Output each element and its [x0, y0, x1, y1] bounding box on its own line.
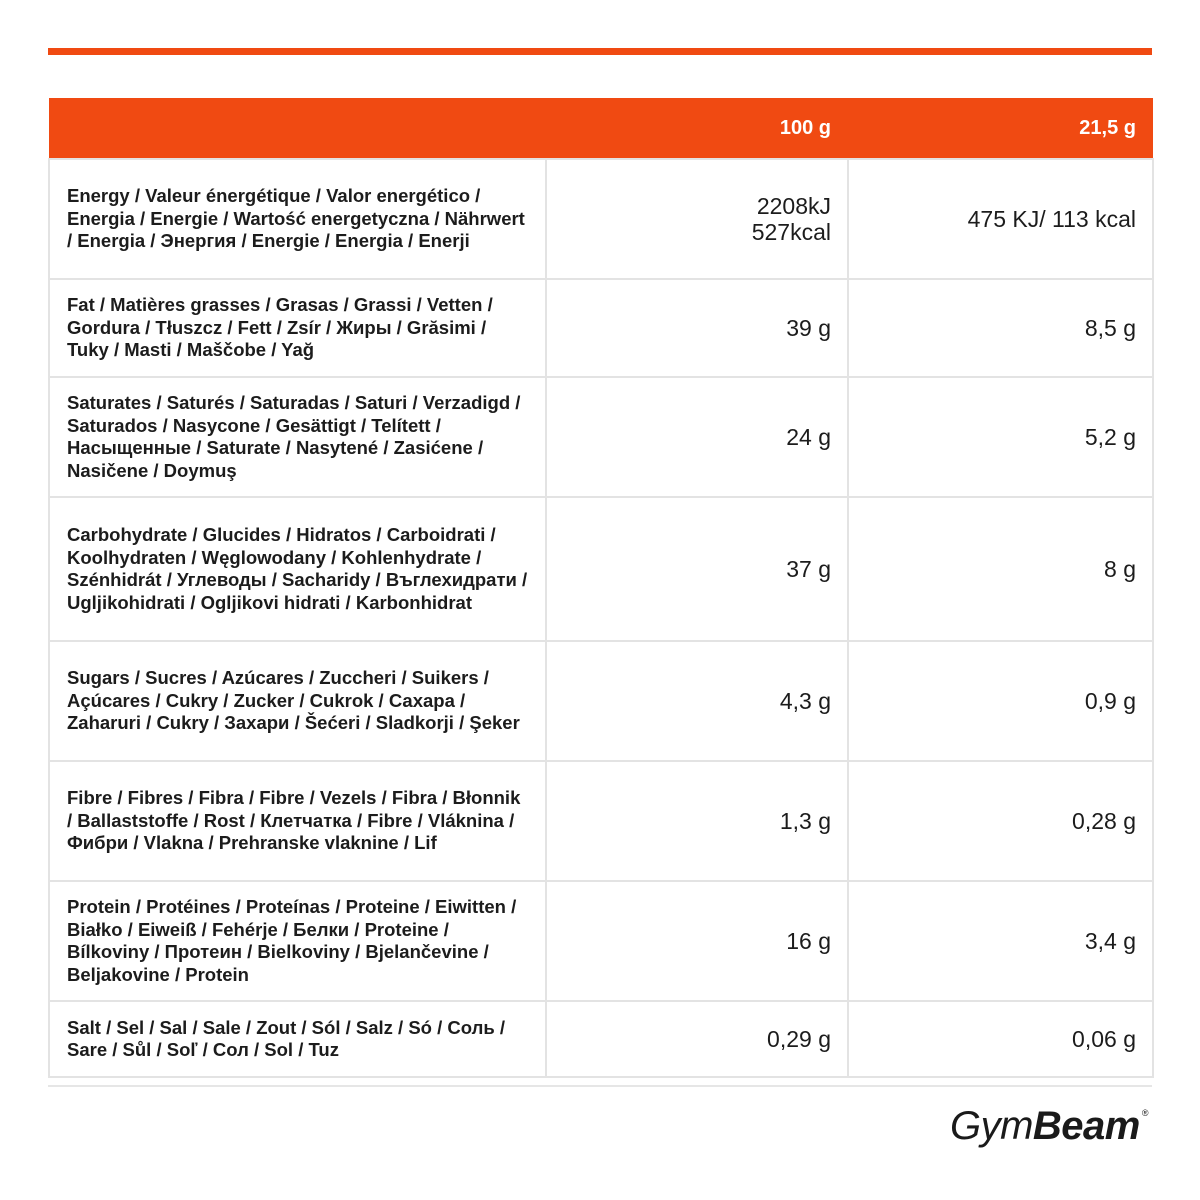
row-value-100g: 39 g: [546, 279, 848, 377]
row-value-100g: 1,3 g: [546, 761, 848, 881]
table-row-sugars: [49, 641, 1153, 761]
table-row-carbohydrate: [49, 497, 1153, 641]
logo-text-gym: Gym: [949, 1104, 1033, 1148]
registered-mark: ®: [1141, 1108, 1148, 1118]
row-value-portion: 8,5 g: [848, 279, 1153, 377]
top-accent-bar: [48, 48, 1152, 55]
gymbeam-logo: [950, 1104, 1148, 1149]
row-label: Carbohydrate / Glucides / Hidratos / Carboidrati / Koolhydraten / Węglowodany / Kohlenhydrate / Szénhidrát / Углеводы / Sacharidy / Въглехидрати / Ugljikohidrati / Ogljikovi hidrati / Karbonhidrat: [49, 497, 546, 641]
row-value-portion: 0,06 g: [848, 1001, 1153, 1077]
table-row-protein: [49, 881, 1153, 1001]
logo-text-beam: Beam: [1032, 1104, 1140, 1148]
row-value-100g: 37 g: [546, 497, 848, 641]
row-value-portion: 0,28 g: [848, 761, 1153, 881]
row-label: Saturates / Saturés / Saturadas / Saturi / Verzadigd / Saturados / Nasycone / Gesättigt / Telített / Насыщенные / Saturate / Nasytené / Zasićene / Nasičene / Doymuş: [49, 377, 546, 497]
energy-kcal-value: 527kcal: [751, 219, 831, 245]
row-value-100g: 0,29 g: [546, 1001, 848, 1077]
energy-kj-value: 2208kJ: [756, 193, 831, 219]
nutrition-table: [48, 98, 1154, 1078]
row-value-portion: 475 KJ/ 113 kcal: [848, 159, 1153, 279]
header-per-portion: 21,5 g: [848, 98, 1153, 159]
row-value-100g: 4,3 g: [546, 641, 848, 761]
table-row-fat: [49, 279, 1153, 377]
row-label: Sugars / Sucres / Azúcares / Zuccheri / Suikers / Açúcares / Cukry / Zucker / Cukrok / Сахара / Zaharuri / Cukry / Захари / Šećeri / Sladkorji / Şeker: [49, 641, 546, 761]
table-header-row: [49, 98, 1153, 159]
row-value-portion: 3,4 g: [848, 881, 1153, 1001]
row-label: Energy / Valeur énergétique / Valor energético / Energia / Energie / Wartość energetyczna / Nährwert / Energia / Энергия / Energie / Energia / Enerji: [49, 159, 546, 279]
row-label: Fat / Matières grasses / Grasas / Grassi / Vetten / Gordura / Tłuszcz / Fett / Zsír / Жиры / Grăsimi / Tuky / Masti / Maščobe / Yağ: [49, 279, 546, 377]
table-row-energy: [49, 159, 1153, 279]
row-value-portion: 0,9 g: [848, 641, 1153, 761]
row-value-100g: 24 g: [546, 377, 848, 497]
table-row-saturates: [49, 377, 1153, 497]
table-row-fibre: [49, 761, 1153, 881]
header-per-100g: 100 g: [546, 98, 848, 159]
row-label: Salt / Sel / Sal / Sale / Zout / Sól / Salz / Só / Соль / Sare / Sůl / Soľ / Сол / Sol / Tuz: [49, 1001, 546, 1077]
row-value-100g: [546, 159, 848, 279]
row-value-100g: 16 g: [546, 881, 848, 1001]
header-label-cell: [49, 98, 546, 159]
row-value-portion: 5,2 g: [848, 377, 1153, 497]
table-row-salt: [49, 1001, 1153, 1077]
row-label: Protein / Protéines / Proteínas / Proteine / Eiwitten / Białko / Eiweiß / Fehérje / Белки / Proteine / Bílkoviny / Протеин / Bielkoviny / Bjelančevine / Beljakovine / Protein: [49, 881, 546, 1001]
row-value-portion: 8 g: [848, 497, 1153, 641]
bottom-divider: [48, 1085, 1152, 1087]
row-label: Fibre / Fibres / Fibra / Fibre / Vezels / Fibra / Błonnik / Ballaststoffe / Rost / Клетчатка / Fibre / Vláknina / Фибри / Vlakna / Prehranske vlaknine / Lif: [49, 761, 546, 881]
